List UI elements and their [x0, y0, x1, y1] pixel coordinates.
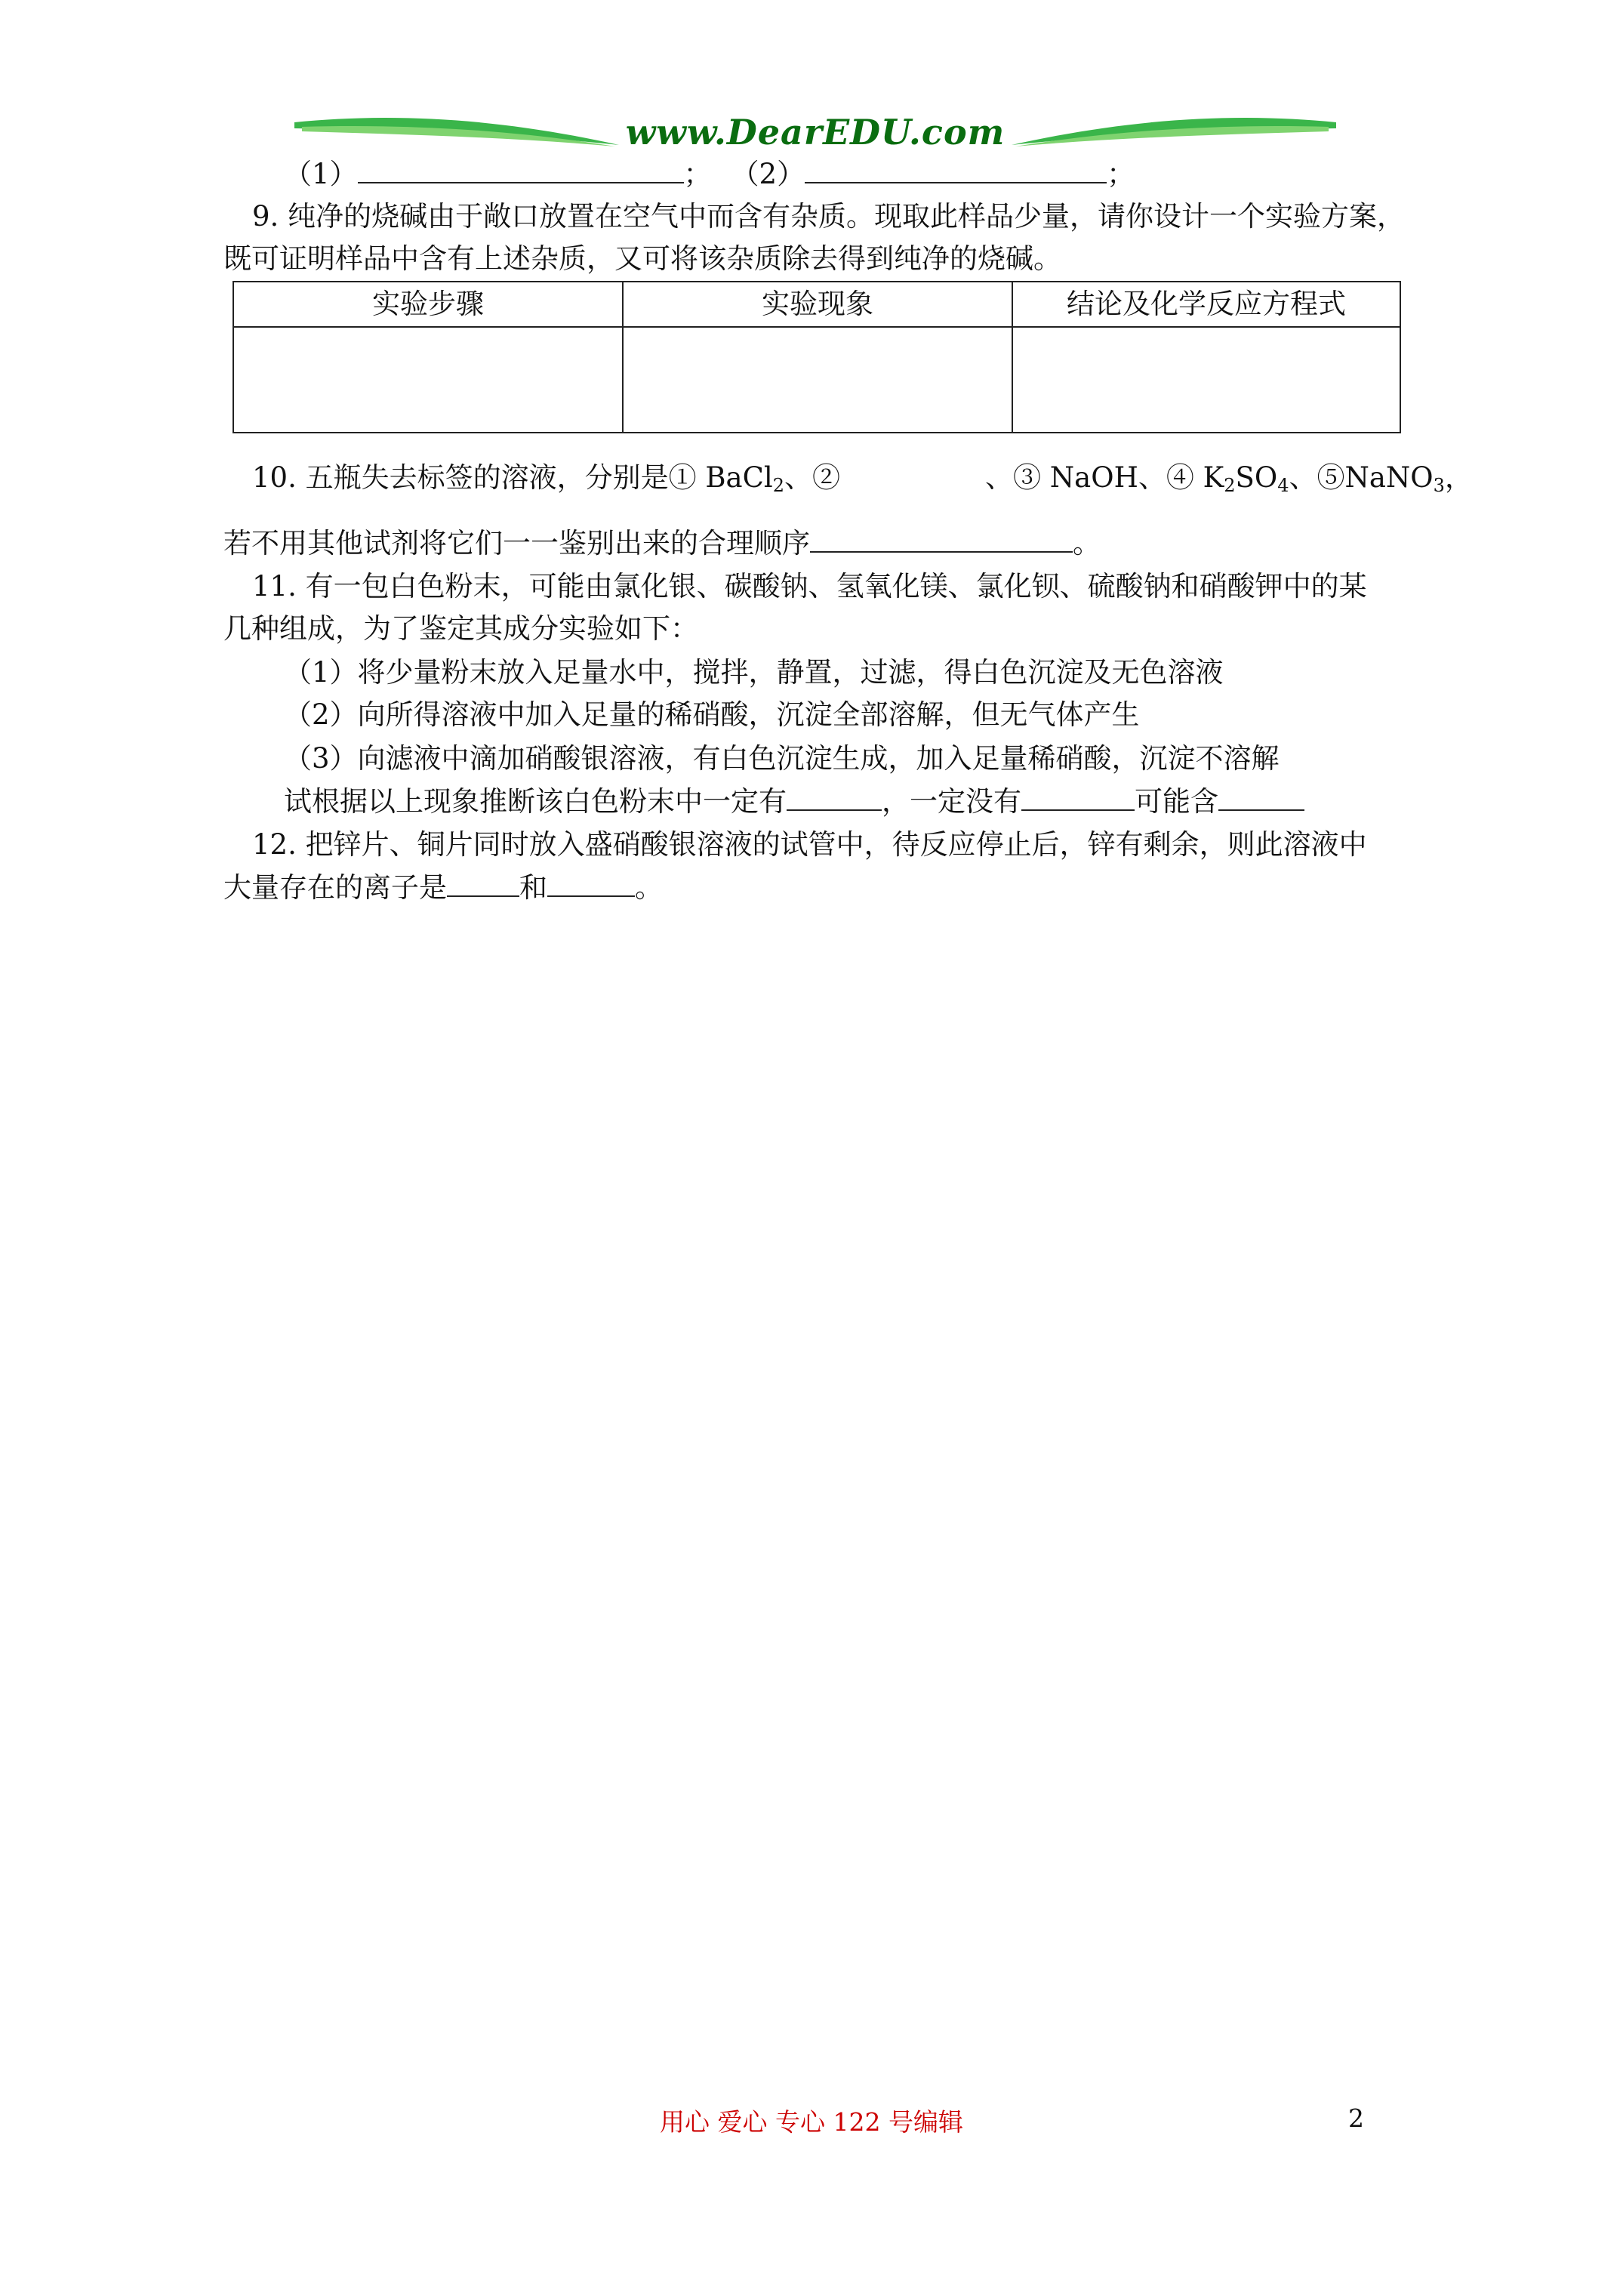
q11-step-2: （2）向所得溶液中加入足量的稀硝酸，沉淀全部溶解，但无气体产生: [284, 698, 1140, 731]
q8-semicolon-1: ；: [683, 158, 712, 190]
q10-text-a: 10. 五瓶失去标签的溶液，分别是① BaCl: [252, 461, 773, 494]
table-cell-steps[interactable]: [234, 328, 622, 432]
q12-ion-blank-2[interactable]: [547, 868, 635, 897]
table-cell-conclusion[interactable]: [1013, 328, 1400, 432]
q11-step-1: （1）将少量粉末放入足量水中，搅拌，静置，过滤，得白色沉淀及无色溶液: [284, 656, 1224, 689]
q8-label-1: （1）: [284, 158, 358, 190]
q9-line-2: 既可证明样品中含有上述杂质，又可将该杂质除去得到纯净的烧碱。: [223, 242, 1061, 275]
q10-line-1: [252, 459, 1473, 497]
experiment-table: [233, 281, 1401, 433]
q11-may-have-label: 可能含: [1135, 785, 1218, 818]
q11-line-1: 11. 有一包白色粉末，可能由氯化银、碳酸钠、氢氧化镁、氯化钡、硫酸钠和硝酸钾中的某: [252, 570, 1367, 603]
q8-answer-line: [284, 155, 1135, 193]
q8-semicolon-2: ；: [1107, 158, 1135, 190]
q11-must-not-label: ，一定没有: [882, 785, 1021, 818]
q12-ions-label: 大量存在的离子是: [223, 871, 447, 904]
table-header-steps: 实验步骤: [372, 288, 484, 320]
q10-text-d: SO: [1235, 461, 1278, 494]
q12-line-1: 12. 把锌片、铜片同时放入盛硝酸银溶液的试管中，待反应停止后，锌有剩余，则此溶液中: [252, 828, 1367, 861]
table-header-phenomena: 实验现象: [762, 288, 873, 320]
q10-text-b: 、②: [784, 461, 841, 494]
q12-line-2: [223, 868, 663, 907]
q10-sub: 2: [772, 475, 785, 496]
q10-sub: 4: [1277, 475, 1289, 496]
q10-order-prompt: 若不用其他试剂将它们一一鉴别出来的合理顺序: [223, 527, 810, 559]
logo-swoosh-right: [1004, 112, 1336, 157]
q11-must-have-blank[interactable]: [787, 782, 882, 811]
table-cell-phenomena[interactable]: [624, 328, 1012, 432]
q10-period: 。: [1073, 527, 1101, 559]
header-logo: [294, 112, 1336, 157]
q11-must-have-label: 试根据以上现象推断该白色粉末中一定有: [284, 785, 787, 818]
footer-editor-note: 用心 爱心 专心 122 号编辑: [660, 2107, 963, 2137]
logo-text: www.DearEDU.com: [625, 112, 1006, 153]
q11-step-3: （3）向滤液中滴加硝酸银溶液，有白色沉淀生成，加入足量稀硝酸，沉淀不溶解: [284, 742, 1280, 775]
q11-must-not-blank[interactable]: [1021, 782, 1135, 811]
q8-blank-1[interactable]: [358, 155, 684, 183]
q10-line-2: [223, 524, 1101, 562]
q11-conclusion-line: [284, 782, 1304, 821]
q10-order-blank[interactable]: [810, 524, 1073, 553]
q12-period: 。: [635, 871, 663, 904]
logo-swoosh-left: [294, 112, 627, 157]
q11-may-have-blank[interactable]: [1218, 782, 1304, 811]
q12-ion-blank-1[interactable]: [447, 868, 519, 897]
q12-and: 和: [519, 871, 547, 904]
q10-sub: 3: [1433, 475, 1445, 496]
q10-text-f: ，: [1444, 461, 1473, 494]
q10-text-c: 、③ NaOH、④ K: [985, 461, 1224, 494]
table-header-conclusion: 结论及化学反应方程式: [1067, 288, 1346, 320]
q10-sub: 2: [1224, 475, 1236, 496]
q11-line-2: 几种组成，为了鉴定其成分实验如下：: [223, 612, 698, 645]
q8-blank-2[interactable]: [805, 155, 1107, 183]
q8-label-2: （2）: [731, 158, 805, 190]
q9-line-1: 9. 纯净的烧碱由于敞口放置在空气中而含有杂质。现取此样品少量，请你设计一个实验方案，: [252, 200, 1406, 233]
page-number: 2: [1348, 2103, 1364, 2133]
q10-text-e: 、⑤NaNO: [1289, 461, 1434, 494]
